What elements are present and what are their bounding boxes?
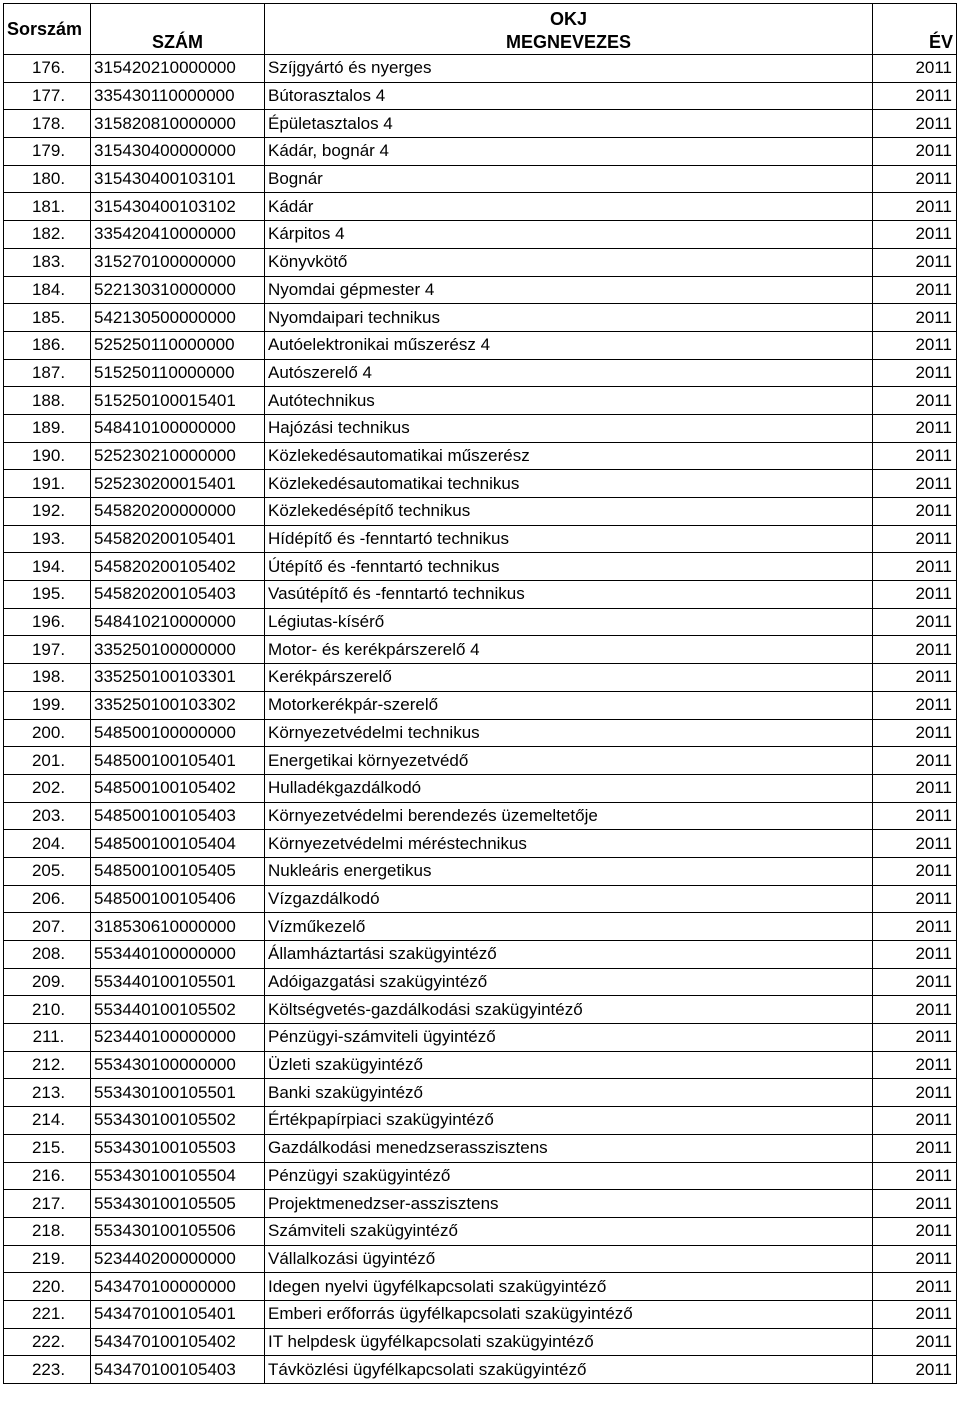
table-row: [4, 968, 957, 996]
row-number: 191.: [4, 470, 91, 498]
row-number: 220.: [4, 1273, 91, 1301]
okj-code: 545820200000000: [91, 498, 265, 526]
table-row: [4, 414, 957, 442]
qualification-name: Államháztartási szakügyintéző: [265, 941, 873, 969]
row-number: 197.: [4, 636, 91, 664]
qualification-name: Pénzügyi-számviteli ügyintéző: [265, 1024, 873, 1052]
header-okj: OKJ: [265, 4, 873, 31]
header-blank-year: [873, 4, 957, 31]
year: 2011: [873, 221, 957, 249]
year: 2011: [873, 802, 957, 830]
okj-code: 548500100105406: [91, 885, 265, 913]
row-number: 178.: [4, 110, 91, 138]
okj-code: 553430100105506: [91, 1217, 265, 1245]
okj-code: 545820200105401: [91, 525, 265, 553]
header-szam: SZÁM: [91, 30, 265, 55]
table-row: [4, 82, 957, 110]
table-row: [4, 1245, 957, 1273]
row-number: 186.: [4, 331, 91, 359]
okj-code: 523440200000000: [91, 1245, 265, 1273]
okj-code: 525250110000000: [91, 331, 265, 359]
row-number: 210.: [4, 996, 91, 1024]
row-number: 214.: [4, 1107, 91, 1135]
okj-code: 553430100105502: [91, 1107, 265, 1135]
row-number: 188.: [4, 387, 91, 415]
okj-code: 543470100000000: [91, 1273, 265, 1301]
okj-code: 548500100105402: [91, 774, 265, 802]
okj-code: 548410100000000: [91, 414, 265, 442]
row-number: 192.: [4, 498, 91, 526]
row-number: 176.: [4, 55, 91, 83]
year: 2011: [873, 1051, 957, 1079]
row-number: 194.: [4, 553, 91, 581]
table-row: [4, 1356, 957, 1384]
qualification-name: Közlekedésautomatikai technikus: [265, 470, 873, 498]
table-row: [4, 664, 957, 692]
table-row: [4, 913, 957, 941]
year: 2011: [873, 857, 957, 885]
table-row: [4, 1024, 957, 1052]
year: 2011: [873, 1300, 957, 1328]
year: 2011: [873, 442, 957, 470]
year: 2011: [873, 1024, 957, 1052]
row-number: 182.: [4, 221, 91, 249]
row-number: 207.: [4, 913, 91, 941]
year: 2011: [873, 691, 957, 719]
row-number: 200.: [4, 719, 91, 747]
table-row: [4, 691, 957, 719]
qualification-name: Pénzügyi szakügyintéző: [265, 1162, 873, 1190]
year: 2011: [873, 996, 957, 1024]
year: 2011: [873, 387, 957, 415]
row-number: 206.: [4, 885, 91, 913]
year: 2011: [873, 193, 957, 221]
table-row: [4, 719, 957, 747]
year: 2011: [873, 1356, 957, 1384]
table-row: [4, 1079, 957, 1107]
year: 2011: [873, 636, 957, 664]
table-row: [4, 941, 957, 969]
qualification-name: Költségvetés-gazdálkodási szakügyintéző: [265, 996, 873, 1024]
row-number: 223.: [4, 1356, 91, 1384]
year: 2011: [873, 414, 957, 442]
header-megnevezes: MEGNEVEZES: [265, 30, 873, 55]
year: 2011: [873, 331, 957, 359]
okj-code: 315430400000000: [91, 138, 265, 166]
year: 2011: [873, 1162, 957, 1190]
okj-code: 548500100000000: [91, 719, 265, 747]
qualification-name: Számviteli szakügyintéző: [265, 1217, 873, 1245]
year: 2011: [873, 774, 957, 802]
row-number: 179.: [4, 138, 91, 166]
okj-code: 315820810000000: [91, 110, 265, 138]
table-row: [4, 1217, 957, 1245]
table-row: [4, 581, 957, 609]
qualification-name: Adóigazgatási szakügyintéző: [265, 968, 873, 996]
row-number: 217.: [4, 1190, 91, 1218]
qualification-name: Közlekedésépítő technikus: [265, 498, 873, 526]
qualification-name: Bognár: [265, 165, 873, 193]
row-number: 215.: [4, 1134, 91, 1162]
qualification-name: Vízműkezelő: [265, 913, 873, 941]
row-number: 201.: [4, 747, 91, 775]
qualification-name: Vasútépítő és -fenntartó technikus: [265, 581, 873, 609]
okj-code: 515250100015401: [91, 387, 265, 415]
okj-code: 543470100105402: [91, 1328, 265, 1356]
header-blank-code: [91, 4, 265, 31]
table-row: [4, 857, 957, 885]
row-number: 209.: [4, 968, 91, 996]
header-row-bottom: [4, 30, 957, 55]
okj-code: 545820200105403: [91, 581, 265, 609]
year: 2011: [873, 830, 957, 858]
table-row: [4, 553, 957, 581]
year: 2011: [873, 498, 957, 526]
row-number: 202.: [4, 774, 91, 802]
qualification-name: Autószerelő 4: [265, 359, 873, 387]
qualification-name: Energetikai környezetvédő: [265, 747, 873, 775]
okj-code: 335250100103301: [91, 664, 265, 692]
qualification-name: Hajózási technikus: [265, 414, 873, 442]
year: 2011: [873, 359, 957, 387]
table-row: [4, 830, 957, 858]
qualification-name: Környezetvédelmi berendezés üzemeltetője: [265, 802, 873, 830]
row-number: 184.: [4, 276, 91, 304]
year: 2011: [873, 1217, 957, 1245]
table-row: [4, 1328, 957, 1356]
row-number: 213.: [4, 1079, 91, 1107]
table-row: [4, 276, 957, 304]
table-row: [4, 110, 957, 138]
okj-code: 545820200105402: [91, 553, 265, 581]
table-row: [4, 442, 957, 470]
row-number: 199.: [4, 691, 91, 719]
year: 2011: [873, 82, 957, 110]
row-number: 205.: [4, 857, 91, 885]
qualification-name: Hulladékgazdálkodó: [265, 774, 873, 802]
row-number: 208.: [4, 941, 91, 969]
row-number: 218.: [4, 1217, 91, 1245]
qualification-name: Autóelektronikai műszerész 4: [265, 331, 873, 359]
okj-code: 553430100105505: [91, 1190, 265, 1218]
okj-code: 542130500000000: [91, 304, 265, 332]
table-row: [4, 165, 957, 193]
qualification-name: Nyomdai gépmester 4: [265, 276, 873, 304]
row-number: 211.: [4, 1024, 91, 1052]
qualification-name: Szíjgyártó és nyerges: [265, 55, 873, 83]
table-row: [4, 608, 957, 636]
document-page: [3, 3, 957, 1384]
table-row: [4, 304, 957, 332]
row-number: 183.: [4, 248, 91, 276]
qualification-name: Autótechnikus: [265, 387, 873, 415]
okj-code: 315420210000000: [91, 55, 265, 83]
okj-code: 548500100105401: [91, 747, 265, 775]
table-row: [4, 802, 957, 830]
table-row: [4, 1162, 957, 1190]
qualification-name: Motorkerékpár-szerelő: [265, 691, 873, 719]
qualification-name: Útépítő és -fenntartó technikus: [265, 553, 873, 581]
okj-code: 522130310000000: [91, 276, 265, 304]
okj-code: 335420410000000: [91, 221, 265, 249]
table-row: [4, 193, 957, 221]
row-number: 212.: [4, 1051, 91, 1079]
year: 2011: [873, 55, 957, 83]
table-row: [4, 387, 957, 415]
header-sorszam: Sorszám: [4, 4, 91, 55]
okj-code: 523440100000000: [91, 1024, 265, 1052]
qualification-name: Könyvkötő: [265, 248, 873, 276]
year: 2011: [873, 1190, 957, 1218]
year: 2011: [873, 304, 957, 332]
row-number: 189.: [4, 414, 91, 442]
year: 2011: [873, 968, 957, 996]
row-number: 203.: [4, 802, 91, 830]
year: 2011: [873, 608, 957, 636]
okj-code: 335430110000000: [91, 82, 265, 110]
qualification-name: Épületasztalos 4: [265, 110, 873, 138]
row-number: 222.: [4, 1328, 91, 1356]
row-number: 180.: [4, 165, 91, 193]
table-row: [4, 498, 957, 526]
qualification-name: Emberi erőforrás ügyfélkapcsolati szakügyintéző: [265, 1300, 873, 1328]
qualification-name: Környezetvédelmi technikus: [265, 719, 873, 747]
year: 2011: [873, 581, 957, 609]
table-row: [4, 470, 957, 498]
qualification-name: Nyomdaipari technikus: [265, 304, 873, 332]
year: 2011: [873, 525, 957, 553]
qualification-name: Nukleáris energetikus: [265, 857, 873, 885]
year: 2011: [873, 248, 957, 276]
table-row: [4, 138, 957, 166]
row-number: 221.: [4, 1300, 91, 1328]
table-row: [4, 248, 957, 276]
okj-code: 543470100105401: [91, 1300, 265, 1328]
year: 2011: [873, 719, 957, 747]
row-number: 181.: [4, 193, 91, 221]
year: 2011: [873, 470, 957, 498]
okj-code: 548500100105403: [91, 802, 265, 830]
qualification-name: Távközlési ügyfélkapcsolati szakügyintéző: [265, 1356, 873, 1384]
table-row: [4, 1134, 957, 1162]
okj-code: 543470100105403: [91, 1356, 265, 1384]
table-row: [4, 525, 957, 553]
table-row: [4, 636, 957, 664]
year: 2011: [873, 1079, 957, 1107]
table-body: [4, 55, 957, 1384]
okj-code: 335250100103302: [91, 691, 265, 719]
table-row: [4, 774, 957, 802]
qualification-name: Kádár, bognár 4: [265, 138, 873, 166]
qualification-name: Kerékpárszerelő: [265, 664, 873, 692]
qualification-name: Hídépítő és -fenntartó technikus: [265, 525, 873, 553]
header-row-top: [4, 4, 957, 31]
year: 2011: [873, 885, 957, 913]
okj-code: 515250110000000: [91, 359, 265, 387]
year: 2011: [873, 747, 957, 775]
okj-code: 548410210000000: [91, 608, 265, 636]
year: 2011: [873, 1107, 957, 1135]
qualification-name: Közlekedésautomatikai műszerész: [265, 442, 873, 470]
okj-code: 553440100000000: [91, 941, 265, 969]
table-row: [4, 1300, 957, 1328]
table-header: [4, 4, 957, 55]
table-row: [4, 1107, 957, 1135]
table-row: [4, 1051, 957, 1079]
okj-code: 548500100105405: [91, 857, 265, 885]
qualification-name: Kárpitos 4: [265, 221, 873, 249]
row-number: 177.: [4, 82, 91, 110]
year: 2011: [873, 1328, 957, 1356]
table-row: [4, 1273, 957, 1301]
table-row: [4, 885, 957, 913]
okj-code: 525230200015401: [91, 470, 265, 498]
qualification-name: Bútorasztalos 4: [265, 82, 873, 110]
okj-code: 553430100105504: [91, 1162, 265, 1190]
year: 2011: [873, 913, 957, 941]
okj-code: 548500100105404: [91, 830, 265, 858]
qualification-name: Banki szakügyintéző: [265, 1079, 873, 1107]
okj-code: 315270100000000: [91, 248, 265, 276]
row-number: 216.: [4, 1162, 91, 1190]
qualification-name: Kádár: [265, 193, 873, 221]
header-ev: ÉV: [873, 30, 957, 55]
year: 2011: [873, 664, 957, 692]
qualification-name: Légiutas-kísérő: [265, 608, 873, 636]
qualification-name: Értékpapírpiaci szakügyintéző: [265, 1107, 873, 1135]
okj-code: 553440100105502: [91, 996, 265, 1024]
okj-code: 553430100105503: [91, 1134, 265, 1162]
year: 2011: [873, 1273, 957, 1301]
table-row: [4, 1190, 957, 1218]
qualification-name: Gazdálkodási menedzserasszisztens: [265, 1134, 873, 1162]
year: 2011: [873, 165, 957, 193]
row-number: 190.: [4, 442, 91, 470]
table-row: [4, 55, 957, 83]
year: 2011: [873, 941, 957, 969]
row-number: 185.: [4, 304, 91, 332]
qualification-name: Vállalkozási ügyintéző: [265, 1245, 873, 1273]
table-row: [4, 221, 957, 249]
year: 2011: [873, 553, 957, 581]
qualification-name: Projektmenedzser-asszisztens: [265, 1190, 873, 1218]
year: 2011: [873, 138, 957, 166]
table-row: [4, 747, 957, 775]
table-row: [4, 331, 957, 359]
okj-code: 553430100000000: [91, 1051, 265, 1079]
okj-table: [3, 3, 957, 1384]
row-number: 193.: [4, 525, 91, 553]
okj-code: 525230210000000: [91, 442, 265, 470]
row-number: 195.: [4, 581, 91, 609]
row-number: 196.: [4, 608, 91, 636]
row-number: 204.: [4, 830, 91, 858]
qualification-name: Motor- és kerékpárszerelő 4: [265, 636, 873, 664]
qualification-name: Környezetvédelmi méréstechnikus: [265, 830, 873, 858]
qualification-name: IT helpdesk ügyfélkapcsolati szakügyintéző: [265, 1328, 873, 1356]
table-row: [4, 996, 957, 1024]
qualification-name: Idegen nyelvi ügyfélkapcsolati szakügyintéző: [265, 1273, 873, 1301]
table-row: [4, 359, 957, 387]
row-number: 219.: [4, 1245, 91, 1273]
qualification-name: Üzleti szakügyintéző: [265, 1051, 873, 1079]
row-number: 187.: [4, 359, 91, 387]
year: 2011: [873, 1134, 957, 1162]
okj-code: 553430100105501: [91, 1079, 265, 1107]
okj-code: 315430400103102: [91, 193, 265, 221]
year: 2011: [873, 110, 957, 138]
year: 2011: [873, 276, 957, 304]
okj-code: 315430400103101: [91, 165, 265, 193]
qualification-name: Vízgazdálkodó: [265, 885, 873, 913]
okj-code: 335250100000000: [91, 636, 265, 664]
year: 2011: [873, 1245, 957, 1273]
okj-code: 553440100105501: [91, 968, 265, 996]
row-number: 198.: [4, 664, 91, 692]
okj-code: 318530610000000: [91, 913, 265, 941]
